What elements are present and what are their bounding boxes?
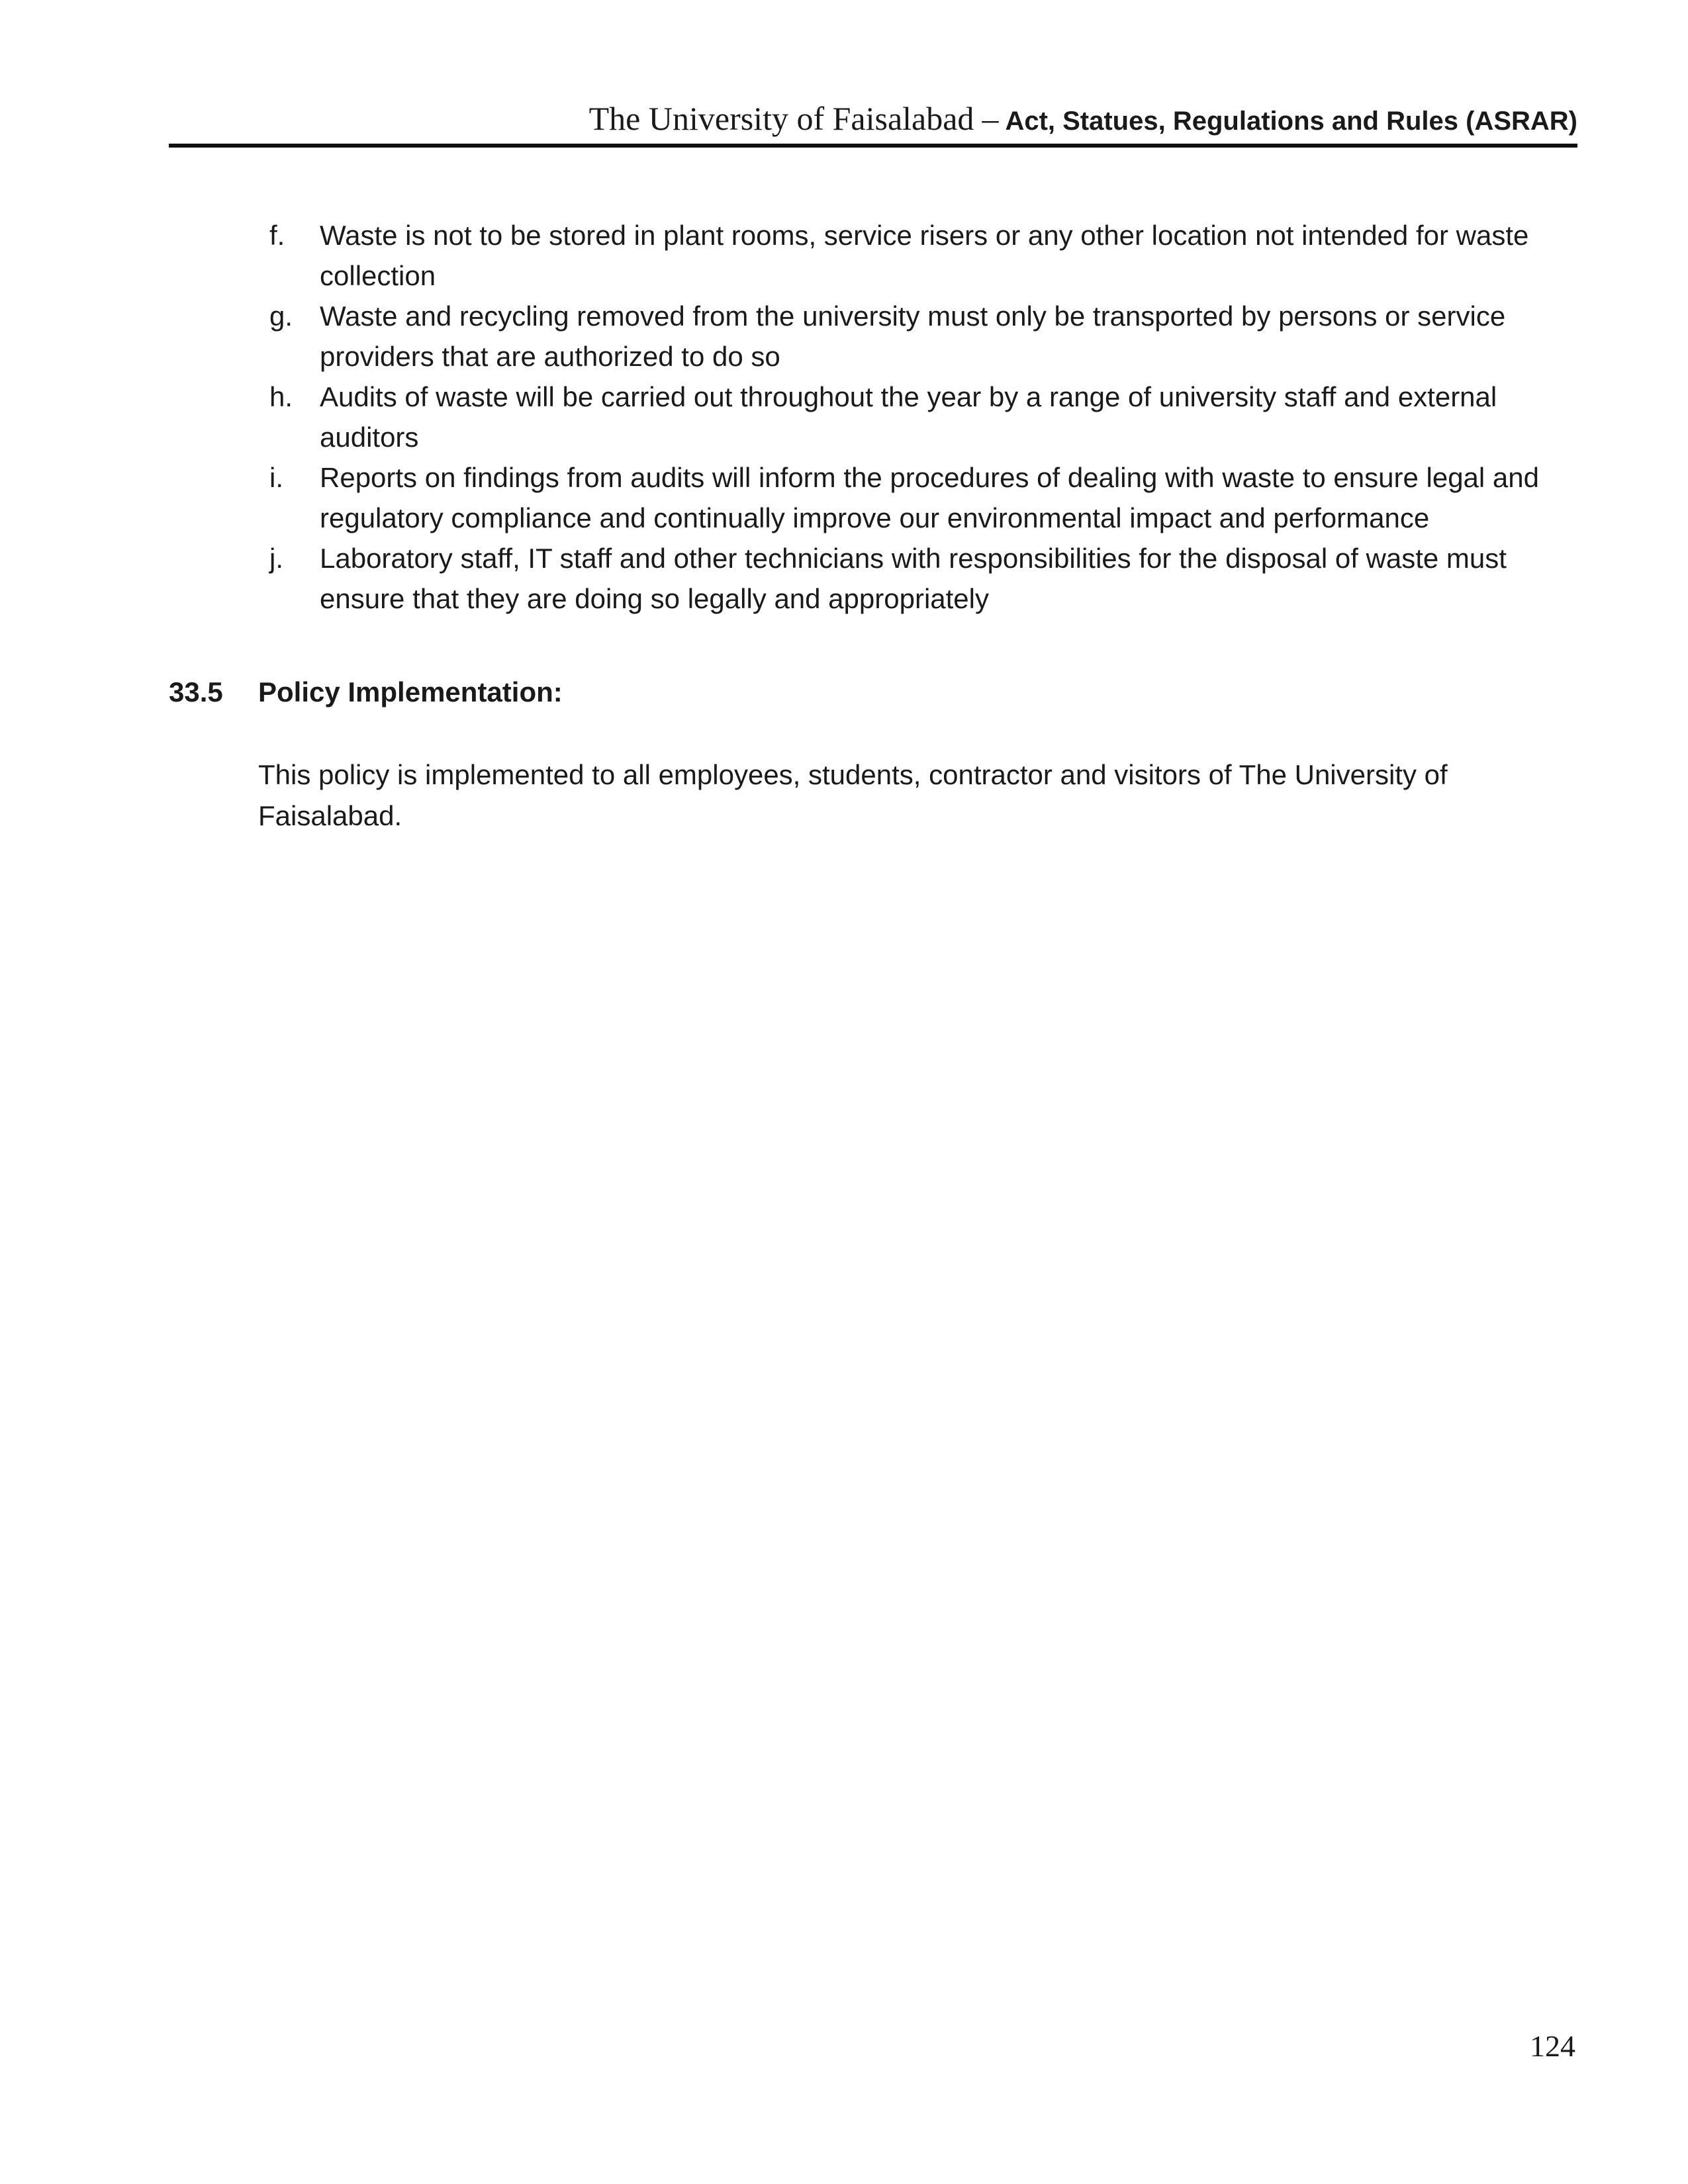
list-item xyxy=(261,296,1579,377)
list-item-marker: h. xyxy=(269,381,293,412)
header-dash: – xyxy=(982,100,999,137)
running-header xyxy=(169,99,1577,139)
header-university-name: The University of Faisalabad xyxy=(588,100,974,137)
list-item-text: Waste and recycling removed from the university must only be transported by persons or service providers that are authorized to do so xyxy=(320,300,1506,372)
list-item-text: Reports on findings from audits will inform the procedures of dealing with waste to ensure legal and regulatory compliance and continually improve our environmental impact and performance xyxy=(320,462,1539,533)
section-heading xyxy=(169,672,563,712)
list-item-marker: g. xyxy=(269,300,293,332)
list-item-marker: j. xyxy=(269,543,283,574)
waste-policy-list xyxy=(261,215,1579,619)
list-item xyxy=(261,377,1579,457)
header-document-title: Act, Statues, Regulations and Rules (ASRAR) xyxy=(1005,107,1577,136)
page-number: 124 xyxy=(1530,2029,1575,2063)
list-item-text: Waste is not to be stored in plant rooms, service risers or any other location not intended for waste collection xyxy=(320,220,1529,291)
list-item xyxy=(261,215,1579,296)
list-item xyxy=(261,457,1579,538)
section-body: This policy is implemented to all employees, students, contractor and visitors of The University of Faisalabad. xyxy=(258,759,1448,831)
list-item-marker: i. xyxy=(269,462,283,493)
list-item-text: Laboratory staff, IT staff and other technicians with responsibilities for the disposal of waste must ensure that they are doing so legally and appropriately xyxy=(320,543,1507,614)
section-title: Policy Implementation: xyxy=(258,676,563,707)
list-item xyxy=(261,538,1579,619)
list-item-marker: f. xyxy=(269,220,285,251)
header-rule xyxy=(169,144,1577,148)
section-number: 33.5 xyxy=(169,676,223,707)
list-item-text: Audits of waste will be carried out throughout the year by a range of university staff and external auditors xyxy=(320,381,1497,453)
